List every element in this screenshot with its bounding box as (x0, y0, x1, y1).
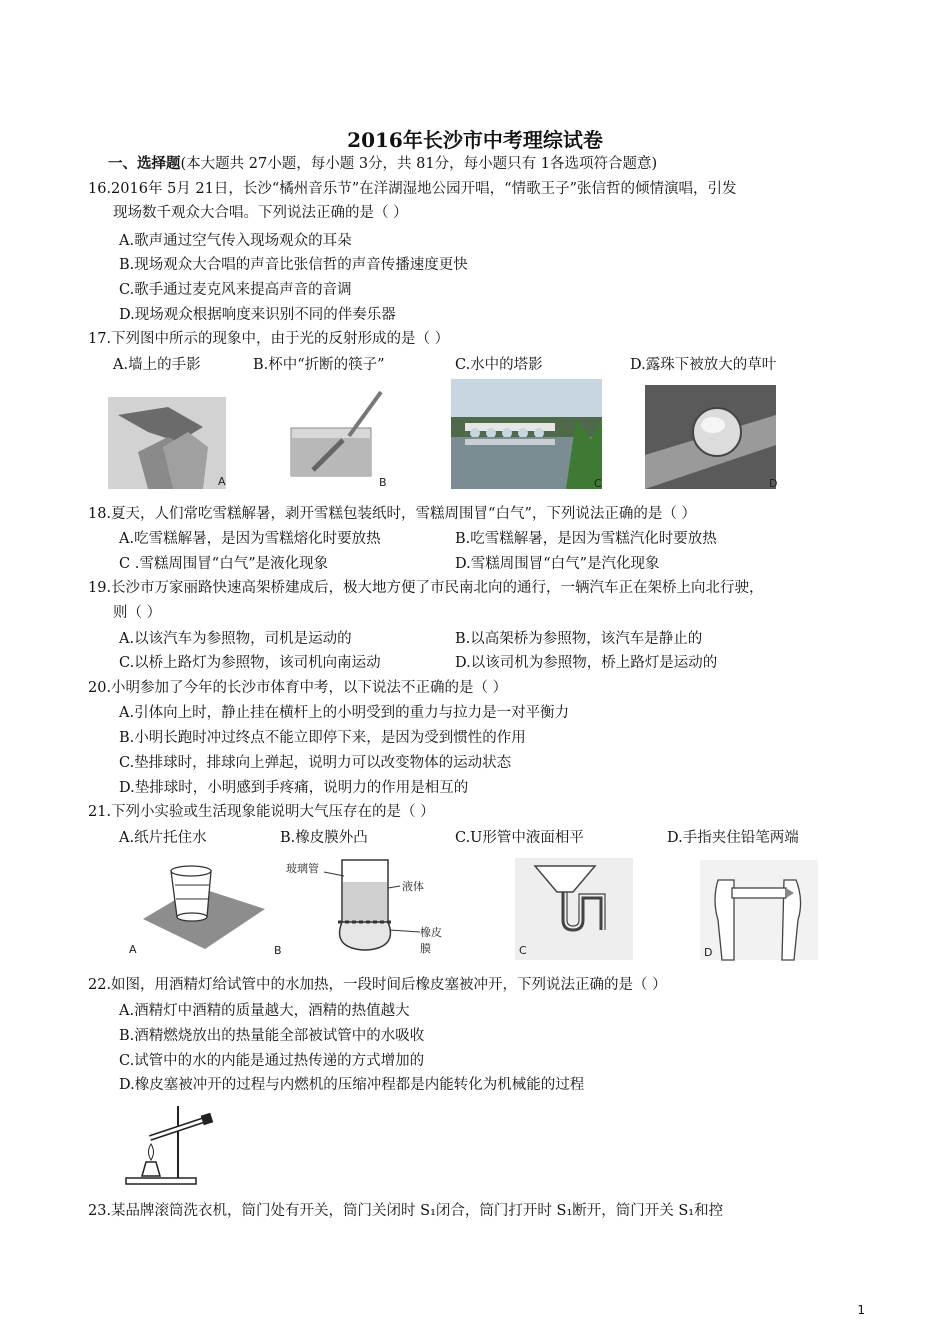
section-header (108, 152, 657, 173)
q16-option-a: A.歌声通过空气传入现场观众的耳朵 (119, 233, 352, 249)
q23-stem: 23.某品牌滚筒洗衣机，筒门处有开关，筒门关闭时 S₁闭合，筒门打开时 S₁断开，筒门开关 S₁和控 (88, 1203, 724, 1219)
q19-stem-line1: 19.长沙市万家丽路快速高架桥建成后，极大地方便了市民南北向的通行，一辆汽车正在架桥上向北行驶， (88, 580, 764, 596)
q17-image-label-c: C (594, 477, 602, 490)
q21-option-d: D.手指夹住铅笔两端 (667, 830, 799, 846)
q22-option-a: A.酒精灯中酒精的质量越大，酒精的热值越大 (119, 1003, 410, 1019)
q20-stem: 20.小明参加了今年的长沙市体育中考，以下说法不正确的是（ ） (88, 680, 508, 696)
q18-option-b: B.吃雪糕解暑，是因为雪糕汽化时要放热 (455, 531, 717, 547)
q21-option-a: A.纸片托住水 (119, 830, 207, 846)
q22-option-d: D.橡皮塞被冲开的过程与内燃机的压缩冲程都是内能转化为机械能的过程 (119, 1077, 585, 1093)
exam-title: 2016年长沙市中考理综试卷 (347, 128, 603, 152)
q21-option-b: B.橡皮膜外凸 (280, 830, 368, 846)
q18-option-c: C .雪糕周围冒“白气”是液化现象 (119, 556, 329, 572)
q17-image-label-b: B (379, 476, 387, 489)
q17-image-label-a: A (218, 475, 226, 488)
label-rubber-membrane: 橡皮膜 (420, 926, 442, 955)
q19-stem-line2: 则（ ） (113, 605, 162, 621)
q17-option-b: B.杯中“折断的筷子” (253, 357, 385, 373)
q17-option-d: D.露珠下被放大的草叶 (630, 357, 777, 373)
paper-holds-water-image (125, 857, 270, 959)
q19-option-d: D.以该司机为参照物，桥上路灯是运动的 (455, 655, 718, 671)
alcohol-lamp-test-tube-image (120, 1102, 220, 1186)
q21-image-label-a: A (129, 943, 137, 956)
q19-option-b: B.以高架桥为参照物，该汽车是静止的 (455, 631, 703, 647)
rubber-membrane-image (272, 852, 452, 960)
section-label: 一、选择题 (108, 155, 181, 172)
q16-stem-line2: 现场数千观众大合唱。下列说法正确的是（ ） (113, 205, 408, 221)
q18-stem: 18.夏天，人们常吃雪糕解暑，剥开雪糕包装纸时，雪糕周围冒“白气”，下列说法正确的是（ ） (88, 506, 696, 522)
q22-option-c: C.试管中的水的内能是通过热传递的方式增加的 (119, 1053, 425, 1069)
u-tube-image (515, 858, 633, 960)
q19-option-c: C.以桥上路灯为参照物，该司机向南运动 (119, 655, 381, 671)
tower-reflection-image (451, 379, 602, 489)
q17-stem: 17.下列图中所示的现象中，由于光的反射形成的是（ ） (88, 331, 450, 347)
q20-option-d: D.垫排球时，小明感到手疼痛，说明力的作用是相互的 (119, 780, 469, 796)
q21-image-label-c: C (519, 944, 527, 957)
section-note: (本大题共 27小题，每小题 3分，共 81分，每小题只有 1各选项符合题意) (180, 156, 658, 172)
q16-option-b: B.现场观众大合唱的声音比张信哲的声音传播速度更快 (119, 257, 468, 273)
q16-option-d: D.现场观众根据响度来识别不同的伴奏乐器 (119, 307, 396, 323)
label-glass-tube: 玻璃管 (286, 862, 319, 875)
chopstick-in-glass-image (283, 388, 386, 489)
q17-option-c: C.水中的塔影 (455, 357, 543, 373)
q21-image-label-d: D (704, 946, 713, 959)
q21-stem: 21.下列小实验或生活现象能说明大气压存在的是（ ） (88, 804, 435, 820)
hand-shadow-image (108, 397, 226, 489)
q17-option-a: A.墙上的手影 (113, 357, 201, 373)
finger-pencil-image (700, 860, 818, 960)
q18-option-d: D.雪糕周围冒“白气”是汽化现象 (455, 556, 660, 572)
q17-image-label-d: D (769, 477, 778, 490)
q20-option-b: B.小明长跑时冲过终点不能立即停下来，是因为受到惯性的作用 (119, 730, 526, 746)
q22-option-b: B.酒精燃烧放出的热量能全部被试管中的水吸收 (119, 1028, 425, 1044)
q18-option-a: A.吃雪糕解暑，是因为雪糕熔化时要放热 (119, 531, 381, 547)
q16-option-c: C.歌手通过麦克风来提高声音的音调 (119, 282, 352, 298)
q20-option-c: C.垫排球时，排球向上弹起，说明力可以改变物体的运动状态 (119, 755, 512, 771)
q16-stem-line1: 16.2016年 5月 21日，长沙“橘州音乐节”在洋湖湿地公园开唱，“情歌王子”张信哲的倾情演唱，引发 (88, 181, 737, 197)
q21-image-label-b: B (274, 944, 282, 957)
q19-option-a: A.以该汽车为参照物，司机是运动的 (119, 631, 352, 647)
page-number: 1 (857, 1303, 865, 1317)
q22-stem: 22.如图，用酒精灯给试管中的水加热，一段时间后橡皮塞被冲开，下列说法正确的是（ ） (88, 977, 667, 993)
q20-option-a: A.引体向上时，静止挂在横杆上的小明受到的重力与拉力是一对平衡力 (119, 705, 570, 721)
dewdrop-leaf-image (645, 385, 776, 489)
label-liquid: 液体 (402, 880, 424, 893)
q21-option-c: C.U形管中液面相平 (455, 830, 584, 846)
